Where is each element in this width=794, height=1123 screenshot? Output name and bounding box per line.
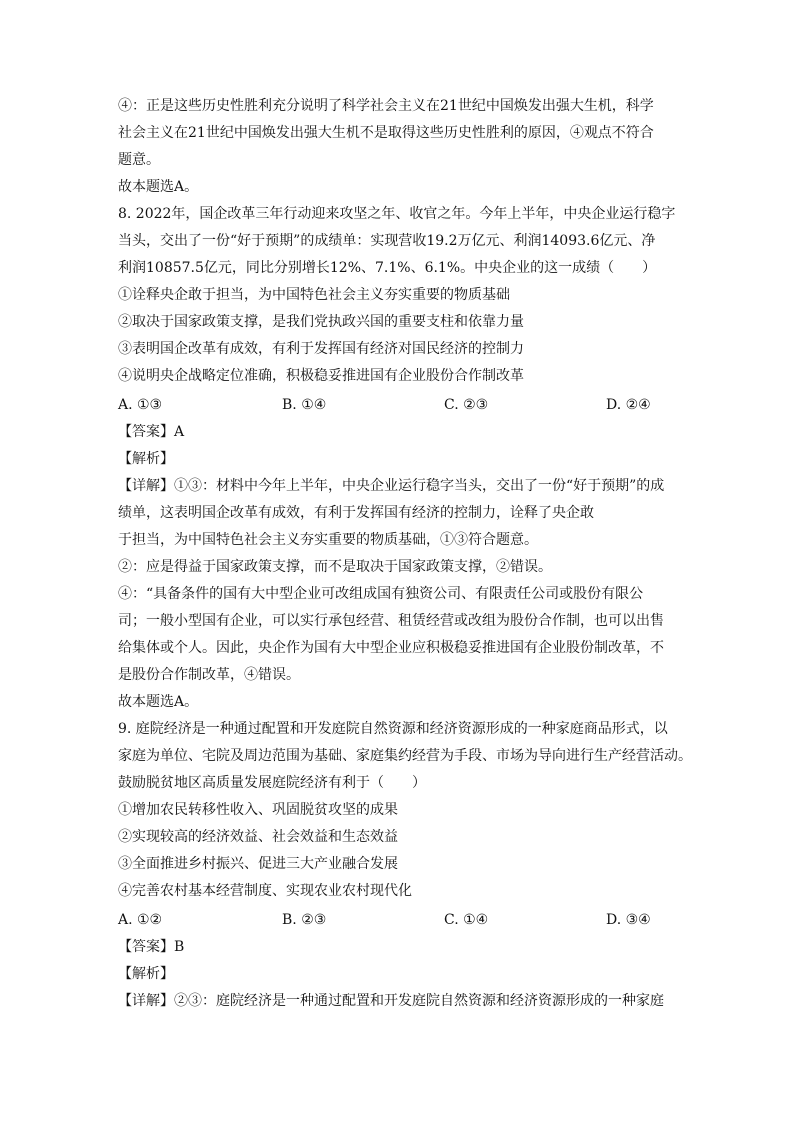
- text-line: 社会主义在21世纪中国焕发出强大生机不是取得这些历史性胜利的原因，④观点不符合: [118, 125, 654, 141]
- explanation-line: ②：应是得益于国家政策支撑，而不是取决于国家政策支撑，②错误。: [118, 559, 552, 575]
- question-9-stem: 鼓励脱贫地区高质量发展庭院经济有利于（ ）: [118, 775, 426, 791]
- question-8-statement: ②取决于国家政策支撑，是我们党执政兴国的重要支柱和依靠力量: [118, 314, 524, 330]
- question-8-stem: 利润10857.5亿元，同比分别增长12%、7.1%、6.1%。中央企业的这一成绩（ ）: [118, 260, 657, 276]
- analysis-label: 【解析】: [118, 966, 174, 982]
- explanation-line: ④：“具备条件的国有大中型企业可改组成国有独资公司、有限责任公司或股份有限公: [118, 586, 644, 602]
- explanation-line: 绩单，这表明国企改革有成效，有利于发挥国有经济的控制力，诠释了央企敢: [118, 505, 594, 521]
- text-line: 故本题选A。: [118, 179, 199, 195]
- analysis-label: 【解析】: [118, 451, 174, 467]
- question-8-option-d: D. ②④: [606, 397, 651, 413]
- answer-label: 【答案】B: [118, 939, 185, 955]
- explanation-line: 【详解】①③：材料中今年上半年，中央企业运行稳字当头，交出了一份“好于预期”的成: [118, 478, 665, 494]
- question-9-statement: ④完善农村基本经营制度、实现农业农村现代化: [118, 883, 412, 899]
- question-8-option-b: B. ①④: [282, 397, 327, 413]
- question-8-statement: ④说明央企战略定位准确，积极稳妥推进国有企业股份合作制改革: [118, 368, 524, 384]
- answer-label: 【答案】A: [118, 424, 185, 440]
- question-9-stem: 9. 庭院经济是一种通过配置和开发庭院自然资源和经济资源形成的一种家庭商品形式，以: [118, 721, 668, 737]
- explanation-line: 于担当，为中国特色社会主义夯实重要的物质基础，①③符合题意。: [118, 532, 538, 548]
- question-9-option-a: A. ①②: [118, 912, 163, 928]
- question-9-option-c: C. ①④: [444, 912, 489, 928]
- text-line: ④：正是这些历史性胜利充分说明了科学社会主义在21世纪中国焕发出强大生机，科学: [118, 98, 654, 114]
- question-8-option-a: A. ①③: [118, 397, 163, 413]
- explanation-line: 是股份合作制改革，④错误。: [118, 667, 300, 683]
- text-line: 题意。: [118, 152, 160, 168]
- explanation-line: 司；一般小型国有企业，可以实行承包经营、租赁经营或改组为股份合作制，也可以出售: [118, 613, 664, 629]
- question-9-statement: ②实现较高的经济效益、社会效益和生态效益: [118, 829, 398, 845]
- question-9-stem: 家庭为单位、宅院及周边范围为基础、家庭集约经营为手段、市场为导向进行生产经营活动。: [118, 748, 692, 764]
- explanation-line: 给集体或个人。因此，央企作为国有大中型企业应积极稳妥推进国有企业股份制改革，不: [118, 640, 664, 656]
- question-8-statement: ③表明国企改革有成效，有利于发挥国有经济对国民经济的控制力: [118, 341, 524, 357]
- explanation-line: 【详解】②③：庭院经济是一种通过配置和开发庭院自然资源和经济资源形成的一种家庭: [118, 993, 664, 1009]
- question-8-stem: 8. 2022年，国企改革三年行动迎来攻坚之年、收官之年。今年上半年，中央企业运行稳字: [118, 206, 676, 222]
- question-9-statement: ③全面推进乡村振兴、促进三大产业融合发展: [118, 856, 398, 872]
- question-9-statement: ①增加农民转移性收入、巩固脱贫攻坚的成果: [118, 802, 398, 818]
- question-8-option-c: C. ②③: [444, 397, 489, 413]
- question-8-statement: ①诠释央企敢于担当，为中国特色社会主义夯实重要的物质基础: [118, 287, 510, 303]
- question-8-stem: 当头，交出了一份“好于预期”的成绩单：实现营收19.2万亿元、利润14093.6亿元、净: [118, 233, 656, 249]
- conclusion-line: 故本题选A。: [118, 694, 199, 710]
- question-9-option-b: B. ②③: [282, 912, 327, 928]
- question-9-option-d: D. ③④: [606, 912, 651, 928]
